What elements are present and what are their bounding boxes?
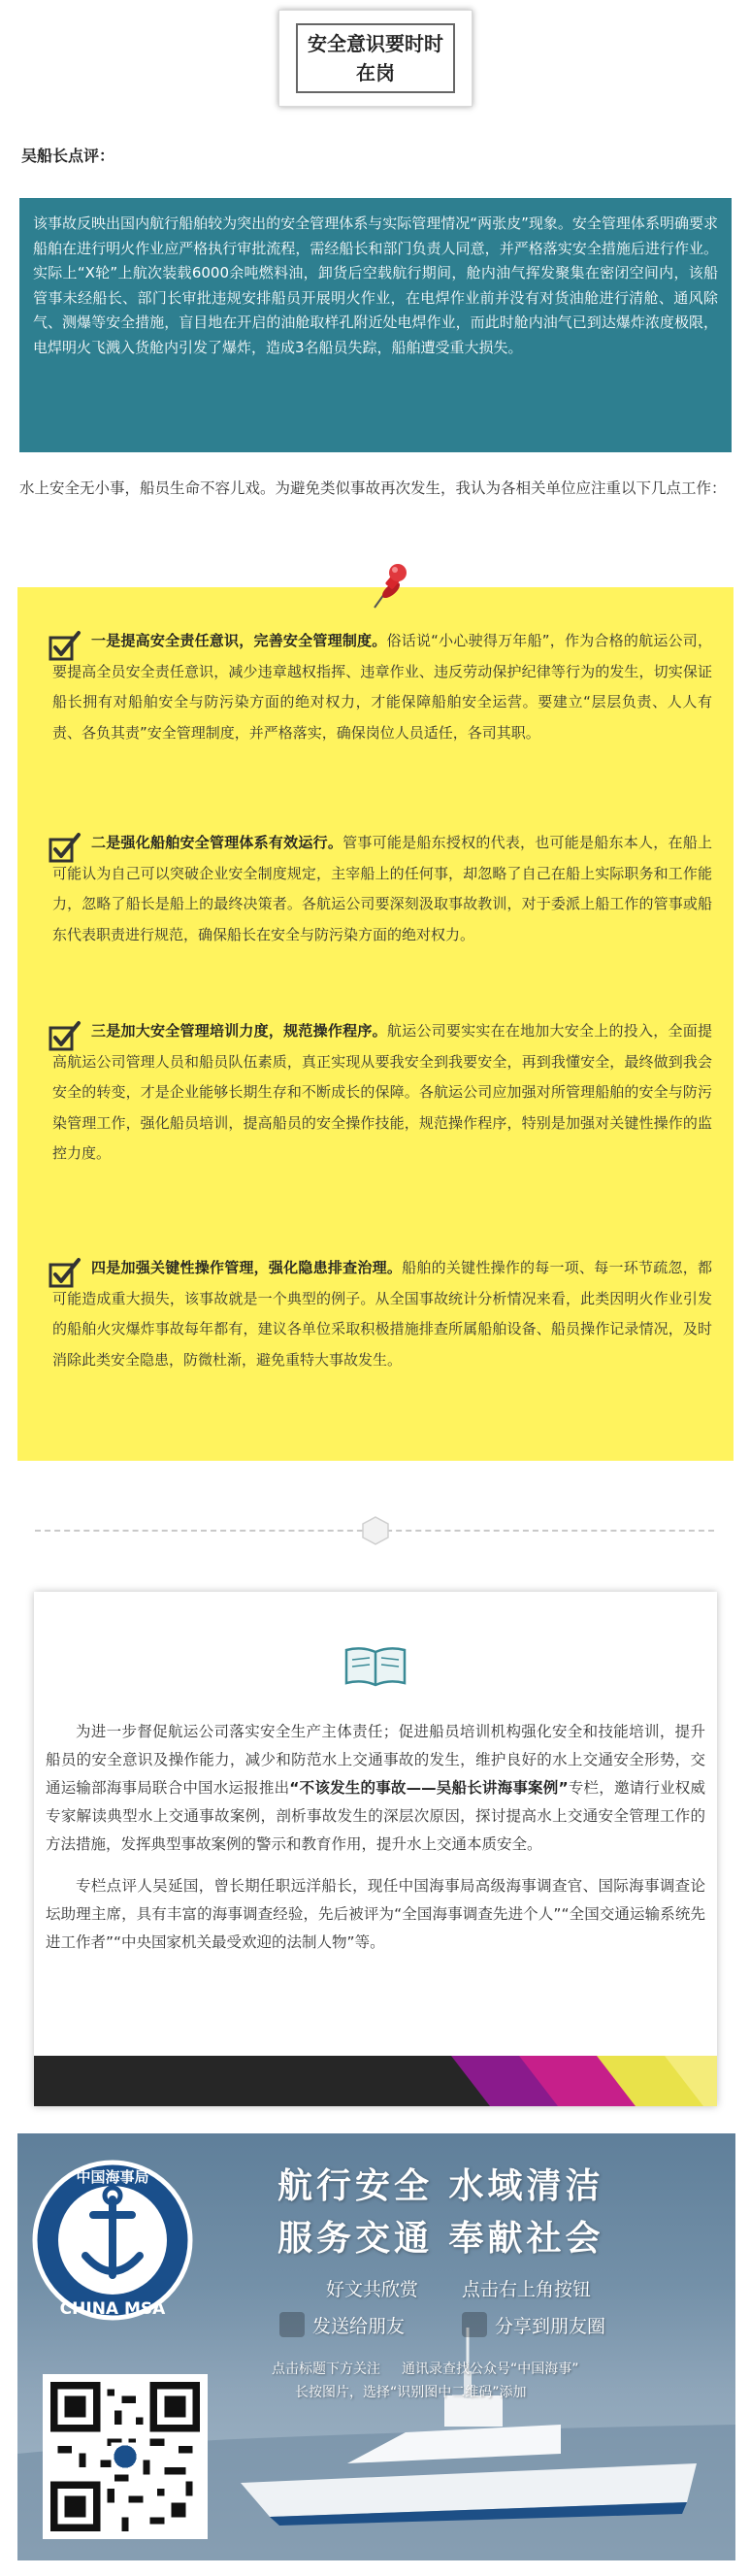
share-hint-1: 好文共欣赏 bbox=[326, 2279, 419, 2300]
share-hint-2: 点击右上角按钮 bbox=[462, 2279, 592, 2300]
column-intro-text: 为进一步督促航运公司落实安全生产主体责任；促进船员培训机构强化安全和技能培训，提升船员的安全意识及操作能力，减少和防范水上交通事故的发生，维护良好的水上交通安全形势，交通运输部海事局联合中国水运报推出 bbox=[46, 1723, 705, 1797]
intro-paragraph: 水上安全无小事，船员生命不容儿戏。为避免类似事故再次发生，我认为各相关单位应注重以下几点工作： bbox=[19, 479, 727, 497]
measure-body: 船舶的关键性操作的每一项、每一环节疏忽，都可能造成重大损失，该事故就是一个典型的例子。从全国事故统计分析情况来看，此类因明火作业引发的船舶火灾爆炸事故每年都有，建议各单位采取积极措施排查所属船舶设备、船员操作记录情况，及时消除此类安全隐患，防微杜渐，避免重特大事故发生。 bbox=[52, 1259, 712, 1369]
qr-code-pattern bbox=[50, 2382, 200, 2531]
column-intro-text-end: 专栏，邀请行业权威专家解读典型水上交通事故案例，剖析事故发生的深层次原因，探讨提高水上交通安全管理工作的方法措施，发挥典型事故案例的警示和教育作用，提升水上交通本质安全。 bbox=[46, 1779, 705, 1853]
follow-hint-1: 点击标题下方关注 bbox=[272, 2361, 380, 2377]
measure-body: 航运公司要实实在在地加大安全上的投入，全面提高航运公司管理人员和船员队伍素质，真正实现从要我安全到我要安全，再到我懂安全，最终做到我会安全的转变，才是企业能够长期生存和不断成长的保障。各航运公司应加强对所管理船舶的安全与防污染管理工作，强化船员培训，提高船员的安全操作技能，规范操作程序，特别是加强对关键性操作的监控力度。 bbox=[52, 1022, 712, 1162]
column-info-card bbox=[34, 1592, 717, 2106]
measure-heading: 二是强化船舶安全管理体系有效运行。 bbox=[91, 834, 343, 851]
column-description bbox=[46, 1718, 705, 1970]
title-box bbox=[278, 10, 473, 107]
follow-hint-2: 通讯录查找公众号“中国海事” bbox=[402, 2361, 579, 2377]
send-to-friend: 发送给朋友 bbox=[312, 2316, 406, 2337]
promo-banner bbox=[17, 2133, 735, 2560]
measure-item-4 bbox=[52, 1253, 712, 1375]
checkbox-icon bbox=[49, 1257, 82, 1290]
checkbox-icon bbox=[49, 630, 82, 663]
comment-box bbox=[19, 198, 732, 452]
decorative-stripe bbox=[34, 2056, 717, 2106]
measure-item-2 bbox=[52, 828, 712, 950]
china-msa-logo bbox=[31, 2151, 194, 2345]
article-title: 安全意识要时时在岗 bbox=[296, 23, 455, 93]
measure-heading: 一是提高安全责任意识，完善安全管理制度。 bbox=[91, 632, 387, 649]
commentator-bio: 专栏点评人吴延国，曾长期任职远洋船长，现任中国海事局高级海事调查官、国际海事调查论坛助理主席，具有丰富的海事调查经验，先后被评为“全国海事调查先进个人”“全国交通运输系统先进工作者”“中央国家机关最受欢迎的法制人物”等。 bbox=[46, 1877, 705, 1951]
checkbox-icon bbox=[49, 832, 82, 865]
measure-heading: 四是加强关键性操作管理，强化隐患排查治理。 bbox=[91, 1259, 403, 1276]
slogan-line-2: 服务交通 奉献社会 bbox=[277, 2219, 604, 2259]
measures-panel bbox=[17, 587, 734, 1461]
logo-text-cn: 中国海事局 bbox=[76, 2168, 149, 2186]
follow-hint-3: 长按图片，选择“识别图中二维码”添加 bbox=[295, 2385, 527, 2400]
hexagon-icon bbox=[361, 1516, 390, 1545]
pushpin-icon bbox=[363, 561, 411, 619]
share-to-moments: 分享到朋友圈 bbox=[495, 2316, 606, 2337]
column-name: “不该发生的事故——吴船长讲海事案例” bbox=[289, 1779, 569, 1797]
qr-code[interactable] bbox=[43, 2374, 208, 2539]
book-icon bbox=[341, 1644, 410, 1689]
commenter-label: 吴船长点评： bbox=[21, 147, 115, 165]
logo-text-en: CHINA MSA bbox=[59, 2299, 166, 2319]
measure-item-1 bbox=[52, 626, 712, 748]
measure-heading: 三是加大安全管理培训力度，规范操作程序。 bbox=[91, 1022, 387, 1040]
measure-body: 俗话说“小心驶得万年船”，作为合格的航运公司，要提高全员安全责任意识，减少违章越权指挥、违章作业、违反劳动保护纪律等行为的发生，切实保证船长拥有对船舶安全与防污染方面的绝对权力，才能保障船舶安全运营。要建立“层层负责、人人有责、各负其责”安全管理制度，并严格落实，确保岗位人员适任，各司其职。 bbox=[52, 632, 712, 742]
send-icon bbox=[279, 2312, 305, 2337]
slogan-line-1: 航行安全 水域清洁 bbox=[277, 2166, 604, 2206]
measure-body: 管事可能是船东授权的代表，也可能是船东本人，在船上可能认为自己可以突破企业安全制度规定，主宰船上的任何事，却忽略了自己在船上实际职务和工作能力，忽略了船长是船上的最终决策者。各航运公司要深刻汲取事故教训，对于委派上船工作的管事或船东代表职责进行规范，确保船长在安全与防污染方面的绝对权力。 bbox=[52, 834, 712, 943]
comment-text: 该事故反映出国内航行船舶较为突出的安全管理体系与实际管理情况“两张皮”现象。安全管理体系明确要求船舶在进行明火作业应严格执行审批流程，需经船长和部门负责人同意，并严格落实安全措施后进行作业。实际上“X轮”上航次装载6000余吨燃料油，卸货后空载航行期间，舱内油气挥发聚集在密闭空间内，该船管事未经船长、部门长审批违规安排船员开展明火作业，在电焊作业前并没有对货油舱进行清舱、通风除气、测爆等安全措施，盲目地在开启的油舱取样孔附近处电焊作业，而此时舱内油气已到达爆炸浓度极限，电焊明火飞溅入货舱内引发了爆炸，造成3名船员失踪，船舶遭受重大损失。 bbox=[33, 215, 718, 356]
moments-icon bbox=[462, 2312, 487, 2337]
measure-item-3 bbox=[52, 1016, 712, 1170]
checkbox-icon bbox=[49, 1020, 82, 1053]
